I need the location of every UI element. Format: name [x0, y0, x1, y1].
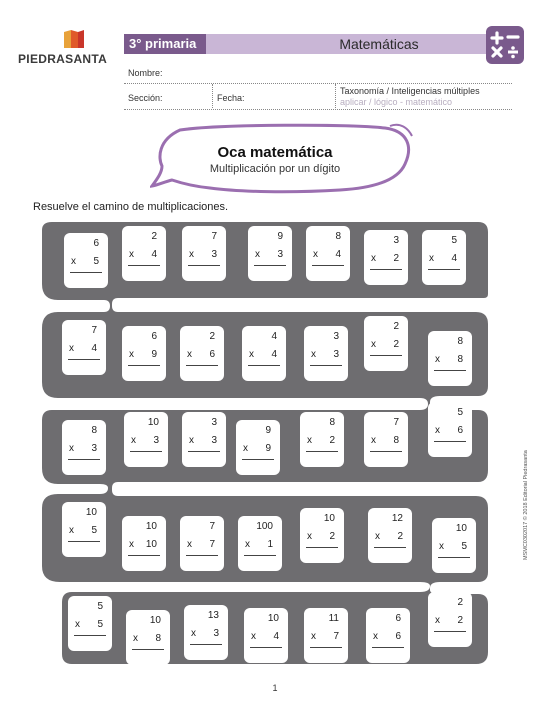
multiplicand: 2 [393, 321, 399, 332]
problem-card[interactable] [242, 326, 286, 381]
answer-line [128, 555, 160, 556]
multiplier: 4 [271, 349, 277, 360]
answer-line [68, 359, 100, 360]
answer-line [428, 269, 460, 270]
problem-card[interactable] [180, 516, 224, 571]
multiplier: 3 [213, 628, 219, 639]
multiplier: 3 [333, 349, 339, 360]
answer-line [128, 365, 160, 366]
multiplicand: 6 [395, 613, 401, 624]
multiplier: 7 [209, 539, 215, 550]
multiplicand: 10 [149, 615, 161, 626]
times-sign: x [245, 539, 250, 550]
multiplicand: 10 [145, 521, 157, 532]
answer-line [70, 272, 102, 273]
times-sign: x [435, 615, 440, 626]
answer-line [250, 647, 282, 648]
answer-line [374, 547, 406, 548]
times-sign: x [371, 253, 376, 264]
problem-card[interactable] [122, 516, 166, 571]
multiplicand: 7 [393, 417, 399, 428]
answer-line [438, 557, 470, 558]
answer-line [370, 451, 402, 452]
section-label: Sección: [128, 93, 163, 103]
times-sign: x [187, 349, 192, 360]
multiplicand: 10 [85, 507, 97, 518]
multiplicand: 9 [277, 231, 283, 242]
multiplicand: 13 [207, 610, 219, 621]
multiplicand: 4 [271, 331, 277, 342]
times-sign: x [251, 631, 256, 642]
problem-card[interactable] [64, 233, 108, 288]
problem-card[interactable] [368, 508, 412, 563]
problem-card[interactable] [124, 412, 168, 467]
answer-line [130, 451, 162, 452]
times-sign: x [429, 253, 434, 264]
times-sign: x [131, 435, 136, 446]
answer-line [244, 555, 276, 556]
problem-card[interactable] [122, 226, 166, 281]
answer-line [242, 459, 274, 460]
problem-card[interactable] [182, 412, 226, 467]
problem-card[interactable] [364, 412, 408, 467]
multiplier: 3 [277, 249, 283, 260]
times-sign: x [129, 539, 134, 550]
multiplier: 2 [329, 531, 335, 542]
multiplier: 3 [211, 249, 217, 260]
multiplicand: 10 [267, 613, 279, 624]
problem-card[interactable] [300, 412, 344, 467]
problem-card[interactable] [68, 596, 112, 651]
multiplicand: 6 [93, 238, 99, 249]
answer-line [254, 265, 286, 266]
multiplier: 1 [267, 539, 273, 550]
answer-line [132, 649, 164, 650]
multiplicand: 8 [335, 231, 341, 242]
multiplicand: 8 [457, 336, 463, 347]
problem-card[interactable] [248, 226, 292, 281]
multiplicand: 7 [209, 521, 215, 532]
answer-line [186, 365, 218, 366]
multiplier: 4 [91, 343, 97, 354]
times-sign: x [129, 349, 134, 360]
times-sign: x [371, 435, 376, 446]
answer-line [186, 555, 218, 556]
times-sign: x [69, 525, 74, 536]
logo-text: PIEDRASANTA [18, 52, 108, 66]
multiplier: 2 [329, 435, 335, 446]
multiplier: 3 [153, 435, 159, 446]
multiplier: 5 [97, 619, 103, 630]
times-sign: x [311, 349, 316, 360]
worksheet-subtitle: Multiplicación por un dígito [209, 163, 341, 175]
multiplicand: 7 [91, 325, 97, 336]
multiplicand: 6 [151, 331, 157, 342]
problem-card[interactable] [182, 226, 226, 281]
times-sign: x [189, 435, 194, 446]
answer-line [370, 355, 402, 356]
times-sign: x [243, 443, 248, 454]
multiplicand: 7 [211, 231, 217, 242]
multiplier: 3 [211, 435, 217, 446]
problem-card[interactable] [300, 508, 344, 563]
multiplier: 6 [395, 631, 401, 642]
problem-card[interactable] [180, 326, 224, 381]
page-number: 1 [272, 683, 278, 693]
problem-card[interactable] [428, 402, 472, 457]
multiplier: 4 [335, 249, 341, 260]
times-sign: x [69, 443, 74, 454]
answer-line [312, 265, 344, 266]
answer-line [306, 547, 338, 548]
multiplier: 10 [145, 539, 157, 550]
times-sign: x [71, 256, 76, 267]
taxonomy-label: Taxonomía / Inteligencias múltiples [340, 86, 480, 96]
multiplicand: 12 [391, 513, 403, 524]
times-sign: x [435, 425, 440, 436]
problem-card[interactable] [422, 230, 466, 285]
multiplier: 6 [457, 425, 463, 436]
multiplier: 8 [457, 354, 463, 365]
multiplicand: 8 [329, 417, 335, 428]
times-sign: x [133, 633, 138, 644]
answer-line [434, 370, 466, 371]
answer-line [372, 647, 404, 648]
problem-card[interactable] [432, 518, 476, 573]
answer-line [128, 265, 160, 266]
problem-card[interactable] [184, 605, 228, 660]
multiplier: 2 [397, 531, 403, 542]
multiplier: 8 [393, 435, 399, 446]
answer-line [248, 365, 280, 366]
problem-card[interactable] [122, 326, 166, 381]
answer-line [434, 631, 466, 632]
times-sign: x [249, 349, 254, 360]
subject-title: Matemáticas [206, 34, 512, 54]
problem-card[interactable] [126, 610, 170, 665]
multiplier: 4 [451, 253, 457, 264]
multiplier: 9 [151, 349, 157, 360]
multiplicand: 100 [256, 521, 273, 532]
problem-card[interactable] [62, 320, 106, 375]
answer-line [310, 365, 342, 366]
problem-card[interactable] [236, 420, 280, 475]
problem-card[interactable] [428, 592, 472, 647]
multiplicand: 8 [91, 425, 97, 436]
multiplicand: 5 [457, 407, 463, 418]
times-sign: x [129, 249, 134, 260]
problem-card[interactable] [428, 331, 472, 386]
answer-line [190, 644, 222, 645]
problem-card[interactable] [366, 608, 410, 663]
multiplier: 2 [393, 253, 399, 264]
multiplier: 3 [91, 443, 97, 454]
times-sign: x [435, 354, 440, 365]
times-sign: x [375, 531, 380, 542]
times-sign: x [69, 343, 74, 354]
times-sign: x [75, 619, 80, 630]
multiplier: 2 [393, 339, 399, 350]
multiplicand: 2 [209, 331, 215, 342]
multiplier: 2 [457, 615, 463, 626]
problem-card[interactable] [304, 326, 348, 381]
times-sign: x [313, 249, 318, 260]
worksheet-title: Oca matemática [217, 144, 333, 161]
answer-line [68, 541, 100, 542]
times-sign: x [373, 631, 378, 642]
times-sign: x [311, 631, 316, 642]
times-sign: x [255, 249, 260, 260]
multiplier: 5 [91, 525, 97, 536]
multiplicand: 5 [97, 601, 103, 612]
times-sign: x [189, 249, 194, 260]
multiplier: 6 [209, 349, 215, 360]
instruction-text: Resuelve el camino de multiplicaciones. [33, 201, 229, 213]
answer-line [370, 269, 402, 270]
date-label: Fecha: [217, 93, 245, 103]
multiplicand: 2 [457, 597, 463, 608]
multiplier: 5 [93, 256, 99, 267]
problem-card[interactable] [364, 316, 408, 371]
multiplicand: 11 [328, 613, 339, 624]
multiplier: 9 [265, 443, 271, 454]
problem-card[interactable] [306, 226, 350, 281]
copyright-note: MSMC0302017 © 2018 Editorial Piedrasanta [523, 450, 529, 560]
grade-label: 3° primaria [124, 34, 206, 54]
problem-card[interactable] [62, 502, 106, 557]
multiplier: 5 [461, 541, 467, 552]
multiplier: 7 [333, 631, 339, 642]
answer-line [188, 451, 220, 452]
multiplicand: 10 [147, 417, 159, 428]
problem-card[interactable] [304, 608, 348, 663]
name-label: Nombre: [128, 68, 163, 78]
multiplier: 4 [151, 249, 157, 260]
times-sign: x [307, 435, 312, 446]
multiplicand: 5 [451, 235, 457, 246]
multiplier: 8 [155, 633, 161, 644]
problem-card[interactable] [244, 608, 288, 663]
multiplicand: 3 [393, 235, 399, 246]
times-sign: x [371, 339, 376, 350]
taxonomy-value: aplicar / lógico - matemático [340, 97, 453, 107]
multiplicand: 9 [265, 425, 271, 436]
multiplicand: 3 [211, 417, 217, 428]
answer-line [434, 441, 466, 442]
multiplicand: 2 [151, 231, 157, 242]
problem-card[interactable] [62, 420, 106, 475]
times-sign: x [439, 541, 444, 552]
multiplicand: 10 [323, 513, 335, 524]
problem-card[interactable] [238, 516, 282, 571]
answer-line [68, 459, 100, 460]
multiplier: 4 [273, 631, 279, 642]
times-sign: x [191, 628, 196, 639]
answer-line [310, 647, 342, 648]
times-sign: x [307, 531, 312, 542]
multiplicand: 3 [333, 331, 339, 342]
times-sign: x [187, 539, 192, 550]
answer-line [74, 635, 106, 636]
multiplicand: 10 [455, 523, 467, 534]
answer-line [306, 451, 338, 452]
answer-line [188, 265, 220, 266]
problem-card[interactable] [364, 230, 408, 285]
